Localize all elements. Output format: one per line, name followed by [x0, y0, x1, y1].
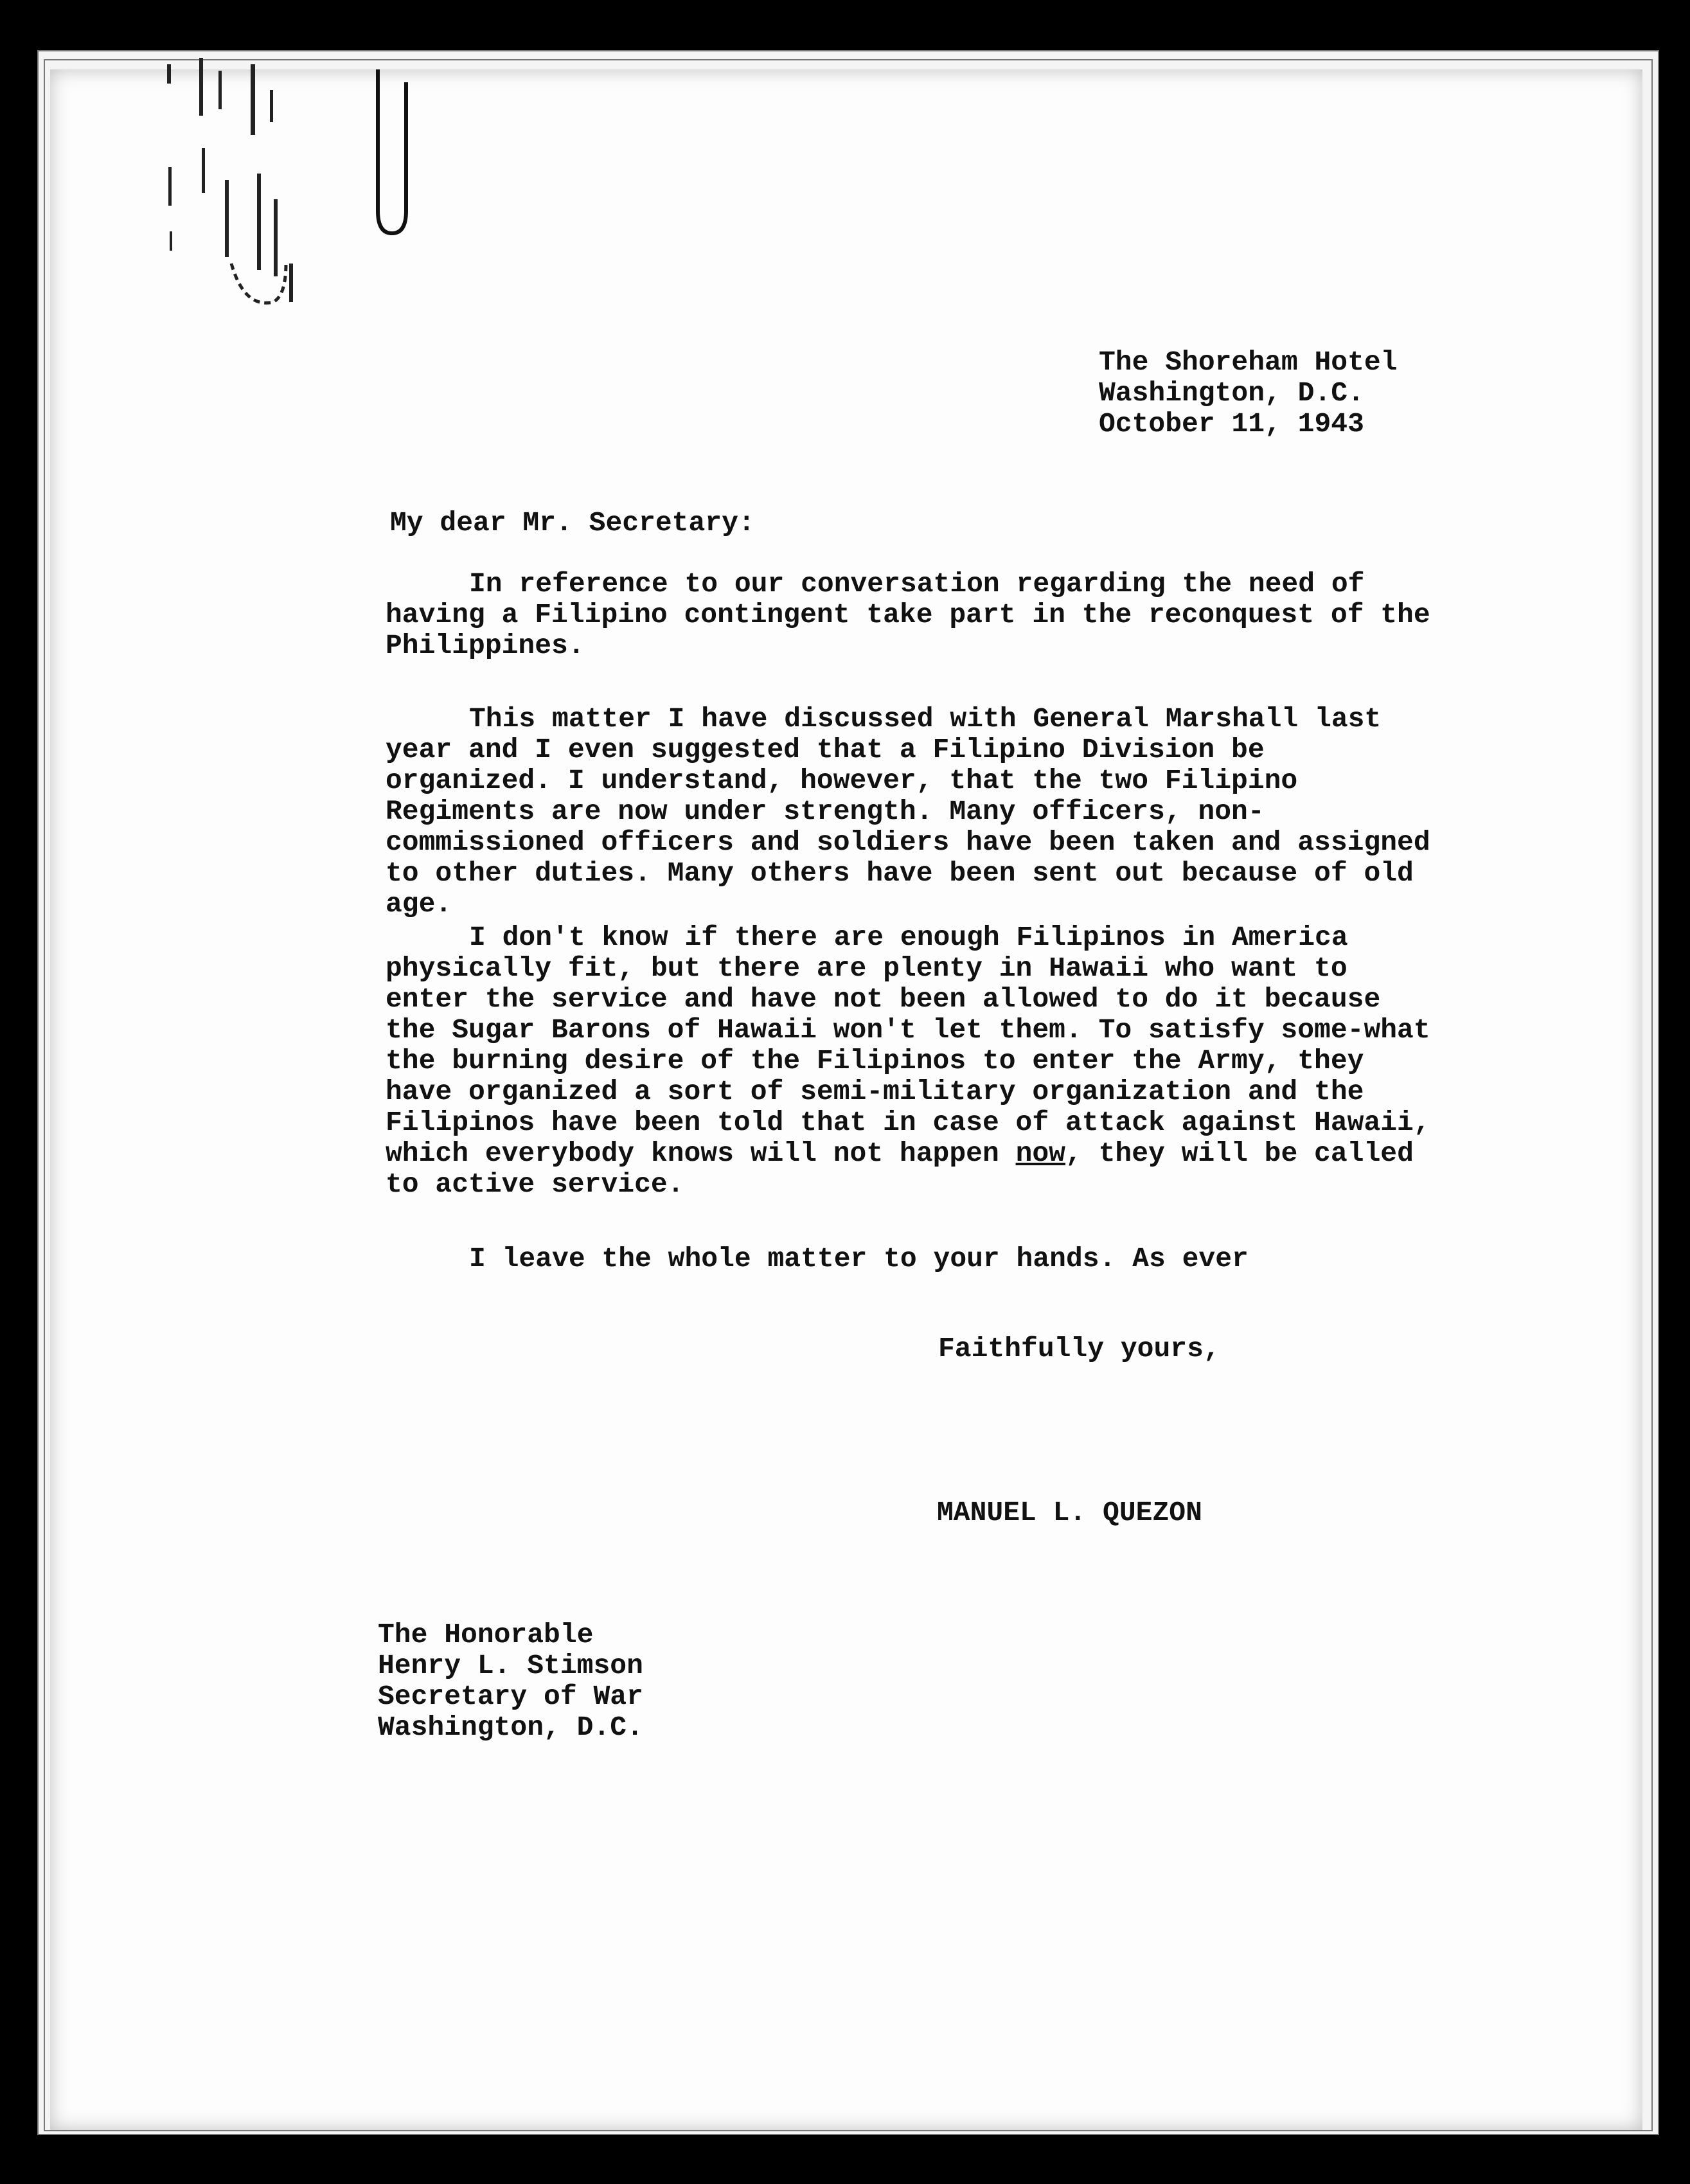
paperclip: [373, 69, 411, 237]
sender-address: [1099, 347, 1397, 440]
recipient-address: [378, 1620, 643, 1743]
salutation: My dear Mr. Secretary:: [390, 507, 755, 539]
paragraph-2: This matter I have discussed with General Marshall last year and I even suggested that a Filipino Division be organized. I understand, however, that the two Filipino Regiments are now under strength. Many officers, non-commissioned officers and soldiers have been taken and assigned to other duties. Many others have been sent out because of old age.: [386, 703, 1430, 920]
address-city: Washington, D.C.: [1099, 377, 1364, 409]
recipient-city: Washington, D.C.: [378, 1712, 643, 1743]
paragraph-3: [386, 922, 1439, 1200]
paperclip-shadow-marks: [161, 51, 328, 321]
letter-date: October 11, 1943: [1099, 408, 1364, 440]
recipient-name: Henry L. Stimson: [378, 1650, 643, 1681]
closing: Faithfully yours,: [938, 1333, 1220, 1365]
address-hotel: The Shoreham Hotel: [1099, 346, 1398, 378]
underlined-word: now: [1015, 1138, 1065, 1169]
signature-name: MANUEL L. QUEZON: [937, 1497, 1202, 1528]
paragraph-1: In reference to our conversation regarding the need of having a Filipino contingent take part in the reconquest of the Philippines.: [386, 568, 1430, 661]
paragraph-3-text-end: , they will be called to active service.: [386, 1138, 1414, 1200]
paragraph-3-text: I don't know if there are enough Filipinos in America physically fit, but there are plenty in Hawaii who want to enter the service and have not been allowed to do it because the Sugar Barons of Hawaii won't let them. To satisfy some-what the burning desire of the Filipinos to enter the Army, they have organized a sort of semi-military organization and the Filipinos have been told that in case of attack against Hawaii, which everybody knows will not happen: [386, 922, 1430, 1169]
recipient-title: The Honorable: [378, 1619, 594, 1651]
paragraph-4: I leave the whole matter to your hands. As ever: [469, 1243, 1249, 1275]
recipient-position: Secretary of War: [378, 1681, 643, 1712]
